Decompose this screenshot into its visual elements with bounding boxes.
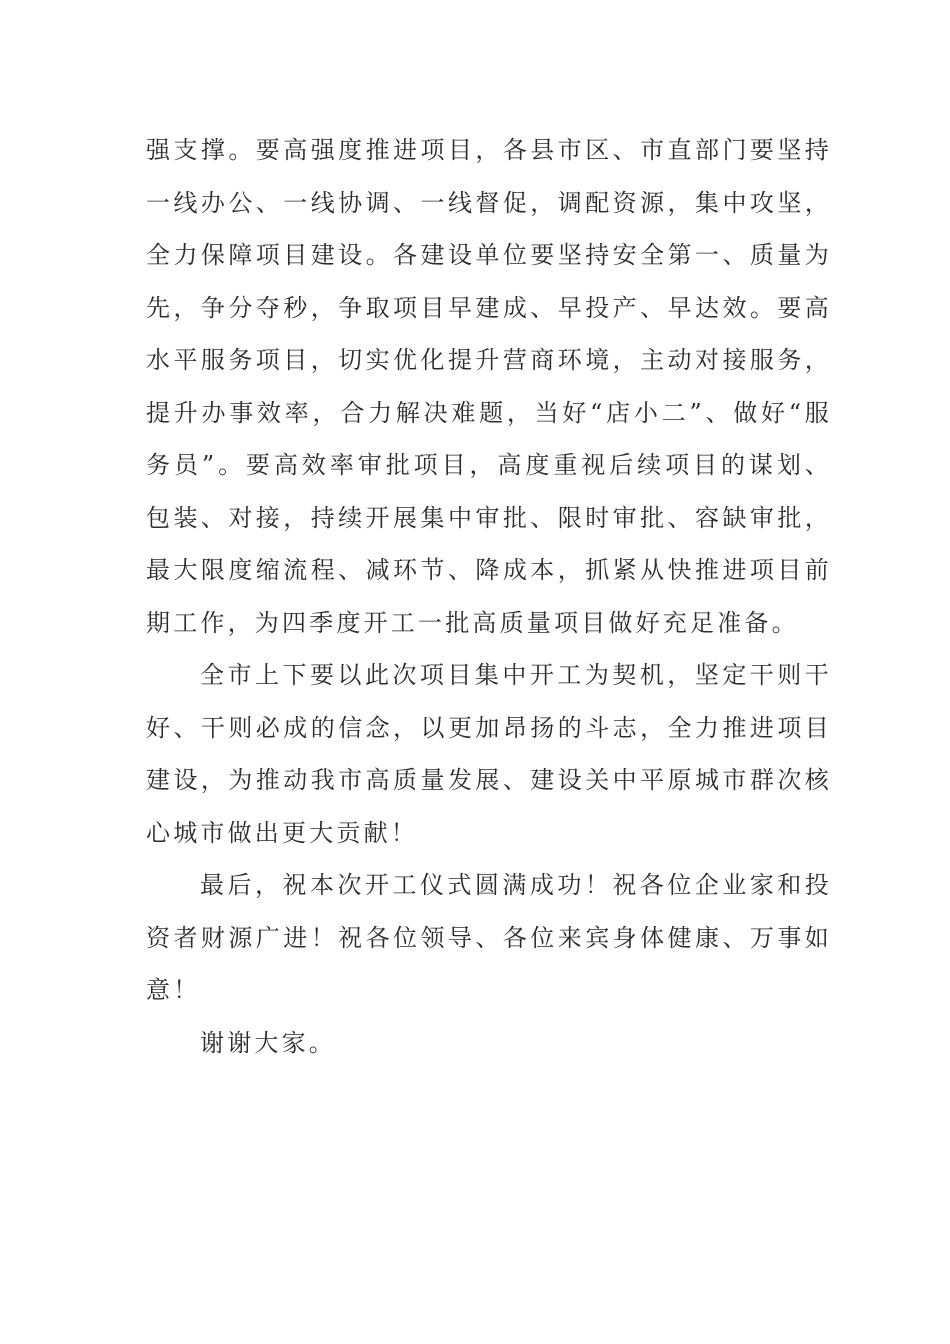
paragraph-call-to-action: 全市上下要以此次项目集中开工为契机，坚定干则干好、干则必成的信念，以更加昂扬的斗志，全力推进项目建设，为推动我市高质量发展、建设关中平原城市群次核心城市做出更大贡献！	[146, 661, 832, 847]
paragraph-project-measures: 强支撑。要高强度推进项目，各县市区、市直部门要坚持一线办公、一线协调、一线督促，调配资源，集中攻坚，全力保障项目建设。各建设单位要坚持安全第一、质量为先，争分夺秒，争取项目早建成、早投产、早达效。要高水平服务项目，切实优化提升营商环境，主动对接服务，提升办事效率，合力解决难题，当好“店小二”、做好“服务员”。要高效率审批项目，高度重视后续项目的谋划、包装、对接，持续开展集中审批、限时审批、容缺审批，最大限度缩流程、减环节、降成本，抓紧从快推进项目前期工作，为四季度开工一批高质量项目做好充足准备。	[146, 136, 832, 637]
document-body	[146, 124, 832, 1069]
paragraph-thanks: 谢谢大家。	[200, 1028, 336, 1057]
paragraph-wishes: 最后，祝本次开工仪式圆满成功！祝各位企业家和投资者财源广进！祝各位领导、各位来宾身体健康、万事如意！	[146, 871, 832, 1004]
